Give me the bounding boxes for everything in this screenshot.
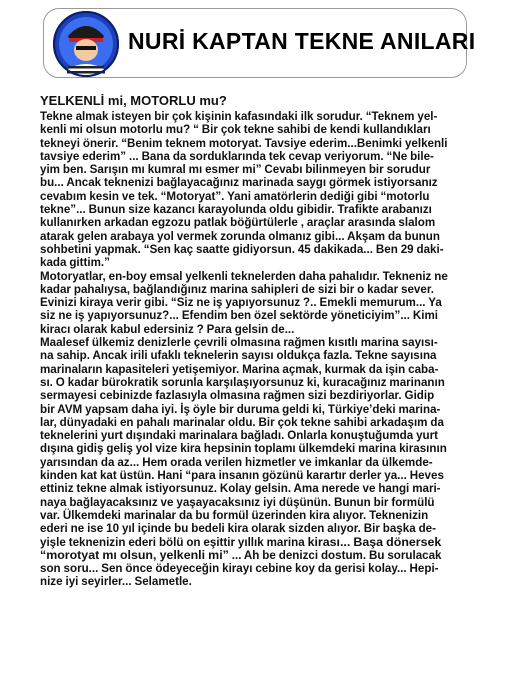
article-body [40, 110, 478, 589]
page-title: NURİ KAPTAN TEKNE ANILARI [128, 28, 476, 54]
article-text-part2: ... Ah be denizci dostum. Bu sorulacak son soru... Sen önce ödeyeceğin kirayı cebine koy da gerisi kolay... Hepi- nize iyi seyirler... Selametle. [40, 548, 442, 589]
article-text-part1: Tekne almak isteyen bir çok kişinin kafasındaki ilk sorudur. “Teknem yel- kenli mi olsun motorlu mu? “ Bir çok tekne sahibi de kendi kullandıkları tekneyi önerir. “Benim teknem motoryat. Tavsiye ederim...Benimki yelkenli tavsiye ederim” ... Bana da sorduklarında tek cevap veriyorum. “Ne bile- yim ben. Sarışın mı kumral mı esmer mi” Cevabı bilinmeyen bir sorudur bu... Ancak teknenizi bağlayacağınız marinada saygı görmek istiyorsanız cevabım kesin ve tek. “Motoryat”. Yani amatörlerin dediği gibi “motorlu tekne”... Bunun size kazancı karayolunda oldu gibidir. Trafikte arabanızı kullanırken arkadan egzozu patlak böğürtülerle , araçlar arasında slalom atarak gelen arabaya yol vermek zorunda olmanız gibi... Akşam da bunun sohbetini yapmak. “Sen kaç saatte gidiyorsun. 45 dakikada... Ben 29 daki- kada gittim.” Motoryatlar, en-boy emsal yelkenli teknelerden daha pahalıdır. Tekneniz ne kadar pahalıysa, bağlandığınız marina sahipleri de sizi bir o kadar sever. Evinizi kiraya verir gibi. “Siz ne iş yapıyorsunuz ?.. Emekli memurum... Ya siz ne iş yapıyorsunuz?... Efendim ben özel sektörde yöneticiyim”... Kimi kiracı olarak kabul edersiniz ? Para gelsin de... Maalesef ülkemiz denizlerle çevrili olmasına rağmen kısıtlı marina sayısı- na sahip. Ancak irili ufaklı teknelerin sayısı oldukça fazla. Tekne sayısına marinaların kapasiteleri yetişemiyor. Marina açmak, kurmak da işin caba- sı. O kadar bürokratik sorunla karşılaşıyorsunuz ki, kuracağınız marinanın sermayesi cebinizde fazlasıyla olmasına rağmen sizi bezdiriyorlar. Gidip bir AVM yapsam daha iyi. İş öyle bir duruma geldi ki, Türkiye’deki marina- lar, dünyadaki en pahalı marinalar oldu. Bir çok tekne sahibi arkadaşım da teknelerini yurt dışındaki marinalara bağladı. Onlarla konuştuğumda yurt dışına gidiş geliş yol vize kira hepsinin toplamı ülkemdeki marina kirasının yarısından da az... Hem orada verilen hizmetler ve imkanlar da ülkemde- kinden kat kat üstün. Hani “para insanın gözünü karartır derler ya... Heves ettiniz tekne almak istiyorsunuz. Kolay gelsin. Ama nerede ve hangi mari- naya bağlayacaksınız ve yaşayacaksınız iyi düşünün. Bunun bir formülü var. Ülkemdeki marinalar da bu formül üzerinden kira alıyor. Teknenizin ederi ne ise 10 yıl içinde bu bedeli kira olarak sizden alıyor. Bir başka de- yişle teknenizin ederi bölü on eşittir yıllık marina [40, 110, 448, 549]
article-title: YELKENLİ mi, MOTORLU mu? [40, 93, 227, 108]
article [40, 94, 478, 589]
article-emphasis-2: “morotyat mı olsun, yelkenli mi” [40, 547, 229, 562]
captain-portrait-icon [52, 10, 120, 78]
article-emphasis-1: kirası... Başa dönersek [307, 534, 442, 549]
